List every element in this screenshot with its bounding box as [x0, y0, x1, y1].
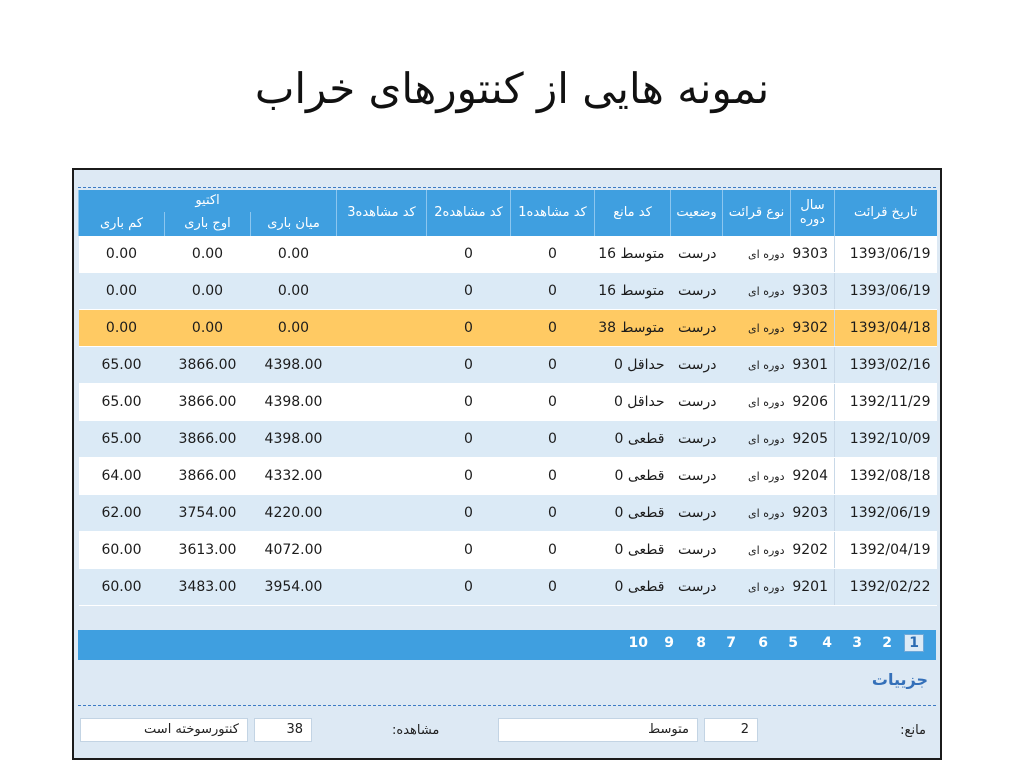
- cell-date: 1392/08/18: [835, 458, 937, 495]
- cell-observation-2: 0: [427, 273, 511, 310]
- cell-observation-3: [337, 458, 427, 495]
- cell-year: 9202: [791, 532, 835, 569]
- cell-status: درست: [671, 495, 723, 532]
- cell-peak-load: 3754.00: [165, 495, 251, 532]
- cell-peak-load: 3866.00: [165, 347, 251, 384]
- cell-barrier-code: حداقل 0: [595, 384, 671, 421]
- cell-mid-load: 4072.00: [251, 532, 337, 569]
- cell-observation-1: 0: [511, 310, 595, 347]
- cell-low-load: 65.00: [79, 421, 165, 458]
- table-row[interactable]: [79, 532, 937, 569]
- cell-mid-load: 3954.00: [251, 569, 337, 606]
- column-header-peak-load[interactable]: اوج باری: [165, 212, 251, 236]
- cell-status: درست: [671, 532, 723, 569]
- table-row[interactable]: [79, 384, 937, 421]
- cell-peak-load: 0.00: [165, 273, 251, 310]
- column-header-observation-3[interactable]: کد مشاهده3: [337, 190, 427, 236]
- observation-text-field[interactable]: کنتورسوخته است: [80, 718, 248, 742]
- cell-date: 1392/02/22: [835, 569, 937, 606]
- cell-observation-3: [337, 532, 427, 569]
- cell-year: 9205: [791, 421, 835, 458]
- page-link[interactable]: 4: [822, 635, 832, 651]
- cell-barrier-code: قطعی 0: [595, 532, 671, 569]
- cell-peak-load: 0.00: [165, 310, 251, 347]
- cell-type: دوره ای: [723, 421, 791, 458]
- cell-barrier-code: متوسط 16: [595, 273, 671, 310]
- cell-low-load: 62.00: [79, 495, 165, 532]
- meter-readings-panel: [72, 168, 942, 760]
- cell-observation-3: [337, 273, 427, 310]
- cell-peak-load: 3866.00: [165, 421, 251, 458]
- cell-type: دوره ای: [723, 310, 791, 347]
- table-row-selected[interactable]: [79, 310, 937, 347]
- cell-year: 9301: [791, 347, 835, 384]
- cell-status: درست: [671, 310, 723, 347]
- cell-observation-1: 0: [511, 569, 595, 606]
- column-header-year[interactable]: سال دوره: [791, 190, 835, 236]
- cell-status: درست: [671, 384, 723, 421]
- cell-low-load: 60.00: [79, 569, 165, 606]
- cell-year: 9201: [791, 569, 835, 606]
- cell-low-load: 0.00: [79, 310, 165, 347]
- cell-observation-3: [337, 495, 427, 532]
- cell-observation-2: 0: [427, 495, 511, 532]
- cell-mid-load: 4398.00: [251, 347, 337, 384]
- column-header-mid-load[interactable]: میان باری: [251, 212, 337, 236]
- barrier-code-field[interactable]: 2: [704, 718, 758, 742]
- cell-barrier-code: حداقل 0: [595, 347, 671, 384]
- page-link[interactable]: 3: [852, 635, 862, 651]
- cell-observation-1: 0: [511, 532, 595, 569]
- cell-peak-load: 3483.00: [165, 569, 251, 606]
- column-header-type[interactable]: نوع قرائت: [723, 190, 791, 236]
- cell-date: 1392/11/29: [835, 384, 937, 421]
- cell-date: 1393/04/18: [835, 310, 937, 347]
- cell-year: 9206: [791, 384, 835, 421]
- cell-observation-1: 0: [511, 384, 595, 421]
- cell-observation-3: [337, 384, 427, 421]
- cell-year: 9302: [791, 310, 835, 347]
- cell-year: 9203: [791, 495, 835, 532]
- table-body: [79, 236, 937, 606]
- cell-status: درست: [671, 421, 723, 458]
- readings-grid: [78, 190, 936, 606]
- cell-date: 1392/06/19: [835, 495, 937, 532]
- cell-peak-load: 3866.00: [165, 458, 251, 495]
- cell-peak-load: 3613.00: [165, 532, 251, 569]
- cell-year: 9303: [791, 236, 835, 273]
- cell-date: 1393/06/19: [835, 273, 937, 310]
- cell-observation-2: 0: [427, 236, 511, 273]
- cell-low-load: 65.00: [79, 384, 165, 421]
- cell-year: 9303: [791, 273, 835, 310]
- cell-mid-load: 4398.00: [251, 421, 337, 458]
- table-row[interactable]: [79, 569, 937, 606]
- cell-type: دوره ای: [723, 347, 791, 384]
- cell-type: دوره ای: [723, 236, 791, 273]
- table-row[interactable]: [79, 495, 937, 532]
- slide-title: نمونه هایی از کنتورهای خراب: [254, 64, 770, 113]
- cell-low-load: 0.00: [79, 273, 165, 310]
- table-row[interactable]: [79, 458, 937, 495]
- cell-observation-3: [337, 569, 427, 606]
- cell-type: دوره ای: [723, 495, 791, 532]
- observation-label: مشاهده:: [392, 723, 440, 738]
- cell-observation-2: 0: [427, 347, 511, 384]
- page-link[interactable]: 2: [882, 635, 892, 651]
- cell-barrier-code: قطعی 0: [595, 458, 671, 495]
- cell-low-load: 60.00: [79, 532, 165, 569]
- barrier-label: مانع:: [900, 723, 926, 738]
- column-header-status[interactable]: وضعیت: [671, 190, 723, 236]
- page-link-current[interactable]: 1: [904, 634, 924, 652]
- cell-peak-load: 3866.00: [165, 384, 251, 421]
- cell-type: دوره ای: [723, 532, 791, 569]
- cell-mid-load: 0.00: [251, 273, 337, 310]
- cell-status: درست: [671, 458, 723, 495]
- page-link[interactable]: 9: [664, 635, 674, 651]
- cell-observation-3: [337, 236, 427, 273]
- cell-status: درست: [671, 569, 723, 606]
- cell-observation-1: 0: [511, 458, 595, 495]
- cell-observation-2: 0: [427, 310, 511, 347]
- cell-date: 1393/06/19: [835, 236, 937, 273]
- cell-date: 1392/10/09: [835, 421, 937, 458]
- cell-status: درست: [671, 273, 723, 310]
- bottom-divider: [78, 705, 936, 706]
- cell-barrier-code: متوسط 38: [595, 310, 671, 347]
- cell-low-load: 0.00: [79, 236, 165, 273]
- column-header-date[interactable]: تاریخ قرائت: [835, 190, 937, 236]
- cell-barrier-code: قطعی 0: [595, 495, 671, 532]
- cell-status: درست: [671, 347, 723, 384]
- column-group-active: اکتیو: [79, 190, 337, 212]
- cell-type: دوره ای: [723, 384, 791, 421]
- column-header-observation-1[interactable]: کد مشاهده1: [511, 190, 595, 236]
- cell-observation-3: [337, 421, 427, 458]
- table-row[interactable]: [79, 347, 937, 384]
- cell-low-load: 65.00: [79, 347, 165, 384]
- cell-observation-1: 0: [511, 347, 595, 384]
- cell-status: درست: [671, 236, 723, 273]
- table-row[interactable]: [79, 236, 937, 273]
- cell-mid-load: 0.00: [251, 310, 337, 347]
- observation-code-field[interactable]: 38: [254, 718, 312, 742]
- cell-observation-2: 0: [427, 421, 511, 458]
- cell-barrier-code: قطعی 0: [595, 421, 671, 458]
- readings-table: [78, 190, 937, 606]
- cell-barrier-code: متوسط 16: [595, 236, 671, 273]
- cell-type: دوره ای: [723, 273, 791, 310]
- page-link[interactable]: 6: [758, 635, 768, 651]
- barrier-text-field[interactable]: متوسط: [498, 718, 698, 742]
- cell-year: 9204: [791, 458, 835, 495]
- cell-date: 1393/02/16: [835, 347, 937, 384]
- page-link[interactable]: 8: [696, 635, 706, 651]
- page-link[interactable]: 10: [628, 635, 648, 651]
- cell-type: دوره ای: [723, 569, 791, 606]
- cell-observation-2: 0: [427, 532, 511, 569]
- column-header-observation-2[interactable]: کد مشاهده2: [427, 190, 511, 236]
- page-link[interactable]: 5: [788, 635, 798, 651]
- cell-observation-2: 0: [427, 569, 511, 606]
- cell-date: 1392/04/19: [835, 532, 937, 569]
- column-header-low-load[interactable]: کم باری: [79, 212, 165, 236]
- cell-observation-1: 0: [511, 421, 595, 458]
- cell-peak-load: 0.00: [165, 236, 251, 273]
- cell-mid-load: 4332.00: [251, 458, 337, 495]
- cell-observation-2: 0: [427, 458, 511, 495]
- cell-observation-1: 0: [511, 236, 595, 273]
- cell-observation-3: [337, 310, 427, 347]
- table-row[interactable]: [79, 421, 937, 458]
- column-header-barrier-code[interactable]: کد مانع: [595, 190, 671, 236]
- cell-low-load: 64.00: [79, 458, 165, 495]
- cell-barrier-code: قطعی 0: [595, 569, 671, 606]
- cell-observation-2: 0: [427, 384, 511, 421]
- cell-mid-load: 4398.00: [251, 384, 337, 421]
- cell-observation-3: [337, 347, 427, 384]
- table-row[interactable]: [79, 273, 937, 310]
- details-title: جزییات: [871, 670, 928, 689]
- cell-observation-1: 0: [511, 495, 595, 532]
- cell-mid-load: 0.00: [251, 236, 337, 273]
- top-divider: [78, 187, 936, 188]
- cell-type: دوره ای: [723, 458, 791, 495]
- pager: [78, 630, 936, 660]
- cell-observation-1: 0: [511, 273, 595, 310]
- page-link[interactable]: 7: [726, 635, 736, 651]
- cell-mid-load: 4220.00: [251, 495, 337, 532]
